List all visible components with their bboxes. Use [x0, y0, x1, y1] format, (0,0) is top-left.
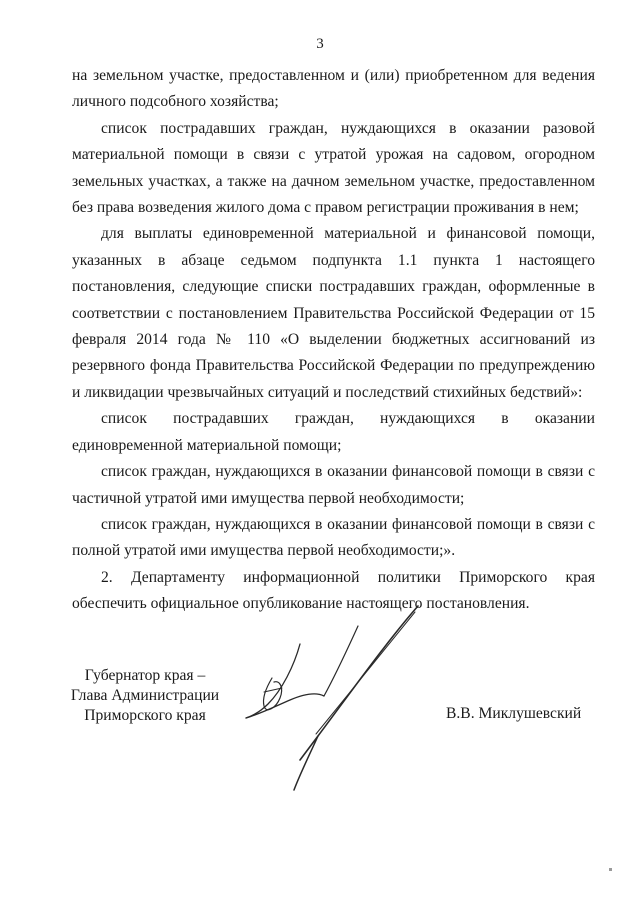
paragraph-1: на земельном участке, предоставленном и (или) приобретенном для ведения личного подсобного хозяйства; — [72, 67, 595, 111]
handwritten-signature-icon — [220, 604, 440, 794]
paragraph-6: список граждан, нуждающихся в оказании финансовой помощи в связи с полной утратой ими имущества первой необходимости;». — [72, 515, 595, 560]
paragraph-3: для выплаты единовременной материальной и финансовой помощи, указанных в абзаце седьмом подпункта 1.1 пункта 1 настоящего постановления, следующие списки пострадавших граждан, оформленные в соответствии с постановлением Правительства Российской Федерации от 15 февраля 2014 года № 110 «О выделении бюджетных ассигнований из резервного фонда Правительства Российской Федерации по предупреждению и ликвидации чрезвычайных ситуаций и последствий стихийных бедствий»: — [72, 225, 595, 401]
signer-name: В.В. Миклушевский — [446, 705, 582, 722]
document-body — [72, 63, 595, 618]
paragraph-7: 2. Департаменту информационной политики Приморского края обеспечить официальное опубликование настоящего постановления. — [72, 568, 595, 613]
paragraph-2: список пострадавших граждан, нуждающихся в оказании разовой материальной помощи в связи с утратой урожая на садовом, огородном земельных участках, а также на дачном земельном участке, предоставленном без права возведения жилого дома с правом регистрации проживания в нем; — [72, 119, 595, 217]
signer-title — [60, 666, 230, 726]
paragraph-5: список граждан, нуждающихся в оказании финансовой помощи в связи с частичной утратой ими имущества первой необходимости; — [72, 463, 595, 507]
signer-title-line-2: Глава Администрации — [70, 687, 220, 704]
signer-title-line-3: Приморского края — [84, 707, 206, 724]
page-number: 3 — [316, 36, 324, 52]
scan-artifact — [609, 868, 612, 871]
paragraph-4: список пострадавших граждан, нуждающихся в оказании единовременной материальной помощи; — [72, 410, 595, 454]
signer-title-line-1: Губернатор края – — [84, 667, 206, 684]
signature-block — [0, 604, 640, 804]
